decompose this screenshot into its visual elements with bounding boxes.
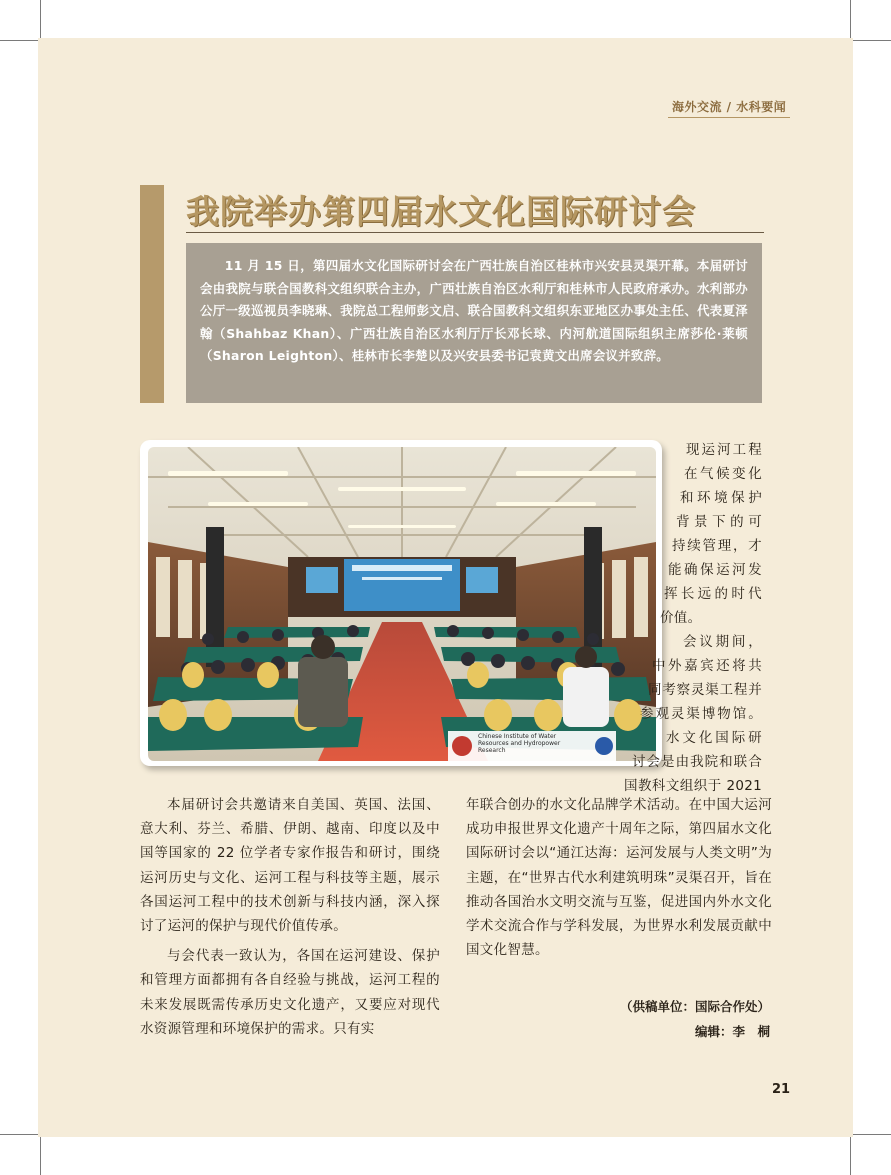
page-number: 21 [772,1082,791,1097]
side-line: 在气候变化 [684,466,762,482]
right-column: 年联合创办的水文化品牌学术活动。在中国大运河成功申报世界文化遗产十周年之际，第四届水文化国际研讨会以“通江达海：运河发展与人类文明”为主题，在“世界古代水利建筑明珠”灵渠召开，旨在推动各国治水文明交流与互鉴，促进国内外水文化学术交流合作与学科发展，为世界水利发展贡献中国文化智慧。 [466,797,772,959]
crop-mark [0,1134,42,1135]
side-line: 能确保运河发 [668,562,762,578]
body-paragraph: 本届研讨会共邀请来自美国、英国、法国、意大利、芬兰、希腊、伊朗、越南、印度以及中国等国家的 22 位学者专家作报告和研讨，围绕运河历史与文化、运河工程与科技等主题，展示各国运河工程中的技术创新与科技内涵，深入探讨了运河的保护与现代价值传承。 [140,797,440,935]
side-line: 和环境保护 [680,490,762,506]
crop-mark [40,0,41,42]
title-accent-bar [140,185,164,403]
side-line: 水文化国际研 [666,730,762,746]
section-tag: 海外交流 / 水科要闻 [672,100,787,114]
left-column [140,793,440,1041]
side-line: 中外嘉宾还将共 [652,658,762,674]
article-title: 我院举办第四届水文化国际研讨会 [186,192,696,231]
source-line: （供稿单位：国际合作处） [619,999,770,1014]
crop-mark [849,40,891,41]
side-line: 参观灵渠博物馆。 [640,706,762,722]
editor-line: 编辑：李 桐 [694,1024,770,1039]
side-line: 价值。 [660,610,702,626]
crop-mark [0,40,42,41]
credits [560,994,770,1044]
conference-photo [148,447,656,761]
title-rule [186,232,764,233]
crop-mark [849,1134,891,1135]
crop-mark [850,1133,851,1175]
photo-banner-text: Chinese Institute of Water Resources and Hydropower Research [478,733,561,754]
side-line: 同考察灵渠工程并 [648,682,762,698]
body-paragraph: 与会代表一致认为，各国在运河建设、保护和管理方面都拥有各自经验与挑战，运河工程的未来发展既需传承历史文化遗产，又要应对现代水资源管理和环境保护的需求。只有实 [140,948,440,1037]
section-tag-underline [668,117,790,118]
side-line: 持续管理，才 [672,538,762,554]
side-line: 现运河工程 [686,442,762,458]
side-line: 会议期间， [683,634,762,650]
crop-mark [40,1133,41,1175]
article-abstract: 11 月 15 日，第四届水文化国际研讨会在广西壮族自治区桂林市兴安县灵渠开幕。本届研讨会由我院与联合国教科文组织联合主办，广西壮族自治区水利厅和桂林市人民政府承办。水利部办公厅一级巡视员李晓琳、我院总工程师彭文启、联合国教科文组织东亚地区办事处主任、代表夏泽翰（Shahbaz Khan）、广西壮族自治区水利厅厅长邓长球、内河航道国际组织主席莎伦·莱顿（Sharon Leighton）、桂林市长李楚以及兴安县委书记袁黄文出席会议并致辞。 [186,243,762,403]
side-line: 国教科文组织于 2021 [624,778,762,794]
crop-mark [850,0,851,42]
side-line: 背景下的可 [676,514,762,530]
side-line: 挥长远的时代 [664,586,762,602]
side-line: 讨会是由我院和联合 [632,754,762,770]
